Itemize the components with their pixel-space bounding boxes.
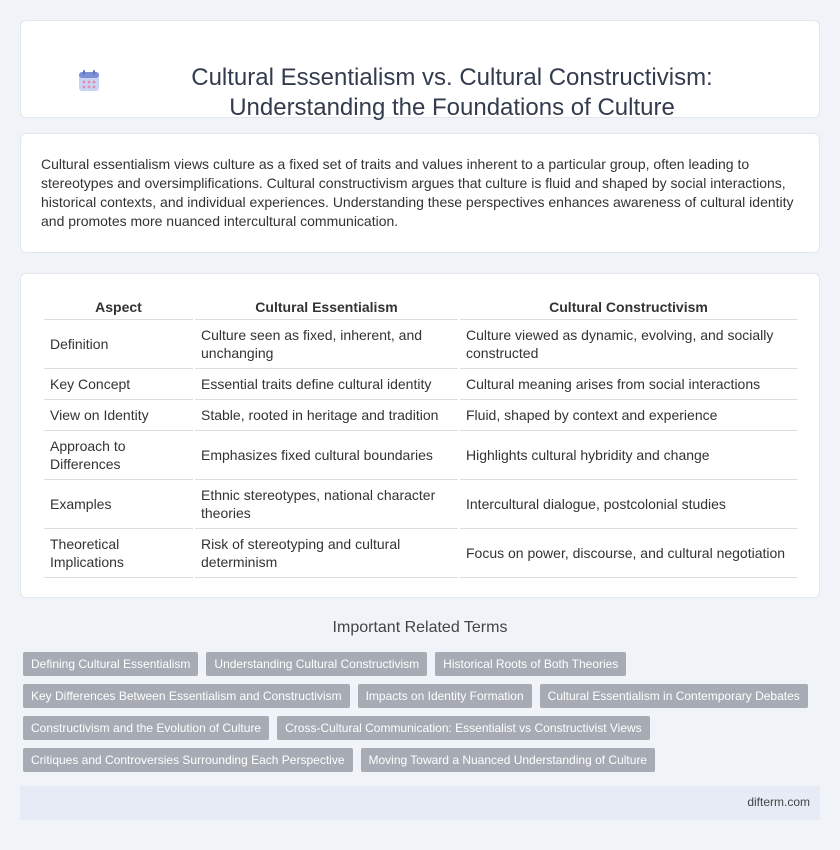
column-header-aspect: Aspect (44, 294, 193, 320)
title-card (20, 20, 820, 121)
page-title: Cultural Essentialism vs. Cultural Constructivism: Understanding the Foundations of Culture (191, 64, 713, 121)
table-cell: Focus on power, discourse, and cultural negotiation (460, 529, 797, 578)
table-cell: Key Concept (44, 369, 193, 400)
footer-site-link[interactable]: difterm.com (747, 795, 810, 809)
calendar-icon (77, 69, 101, 93)
comparison-table (42, 294, 799, 578)
tag-row (23, 652, 820, 676)
related-term-tag[interactable]: Constructivism and the Evolution of Culture (23, 716, 269, 740)
table-cell: Ethnic stereotypes, national character theories (195, 480, 458, 529)
table-cell: Examples (44, 480, 193, 529)
table-cell: Cultural meaning arises from social interactions (460, 369, 797, 400)
table-header-row (44, 294, 797, 320)
column-header-constructivism: Cultural Constructivism (460, 294, 797, 320)
table-row (44, 400, 797, 431)
table-row (44, 529, 797, 578)
table-row (44, 320, 797, 369)
related-term-tag[interactable]: Understanding Cultural Constructivism (206, 652, 427, 676)
table-cell: Highlights cultural hybridity and change (460, 431, 797, 480)
table-cell: Culture viewed as dynamic, evolving, and socially constructed (460, 320, 797, 369)
table-cell: Risk of stereotyping and cultural determinism (195, 529, 458, 578)
related-terms-list (20, 652, 820, 772)
related-term-tag[interactable]: Moving Toward a Nuanced Understanding of Culture (361, 748, 656, 772)
table-row (44, 431, 797, 480)
related-term-tag[interactable]: Critiques and Controversies Surrounding Each Perspective (23, 748, 353, 772)
tag-row (23, 684, 820, 708)
tag-row (23, 748, 820, 772)
related-term-tag[interactable]: Historical Roots of Both Theories (435, 652, 626, 676)
table-cell: Fluid, shaped by context and experience (460, 400, 797, 431)
related-term-tag[interactable]: Key Differences Between Essentialism and Constructivism (23, 684, 350, 708)
table-cell: View on Identity (44, 400, 193, 431)
comparison-table-card (20, 273, 820, 598)
column-header-essentialism: Cultural Essentialism (195, 294, 458, 320)
table-cell: Culture seen as fixed, inherent, and unchanging (195, 320, 458, 369)
table-cell: Theoretical Implications (44, 529, 193, 578)
summary-card (20, 133, 820, 253)
table-cell: Emphasizes fixed cultural boundaries (195, 431, 458, 480)
table-cell: Intercultural dialogue, postcolonial studies (460, 480, 797, 529)
footer (20, 786, 820, 820)
table-cell: Definition (44, 320, 193, 369)
related-terms-heading: Important Related Terms (332, 619, 508, 636)
table-cell: Essential traits define cultural identity (195, 369, 458, 400)
table-cell: Stable, rooted in heritage and tradition (195, 400, 458, 431)
related-term-tag[interactable]: Cultural Essentialism in Contemporary Debates (540, 684, 808, 708)
table-row (44, 480, 797, 529)
related-term-tag[interactable]: Cross-Cultural Communication: Essentialist vs Constructivist Views (277, 716, 650, 740)
related-term-tag[interactable]: Impacts on Identity Formation (358, 684, 532, 708)
tag-row (23, 716, 820, 740)
summary-text: Cultural essentialism views culture as a fixed set of traits and values inherent to a particular group, often leading to stereotypes and oversimplifications. Cultural constructivism argues that culture is fluid and shaped by social interactions, historical contexts, and individual experiences. Understanding these perspectives enhances awareness of cultural identity and promotes more nuanced intercultural communication. (41, 156, 794, 229)
related-term-tag[interactable]: Defining Cultural Essentialism (23, 652, 198, 676)
related-terms-section (20, 618, 820, 780)
table-cell: Approach to Differences (44, 431, 193, 480)
table-row (44, 369, 797, 400)
